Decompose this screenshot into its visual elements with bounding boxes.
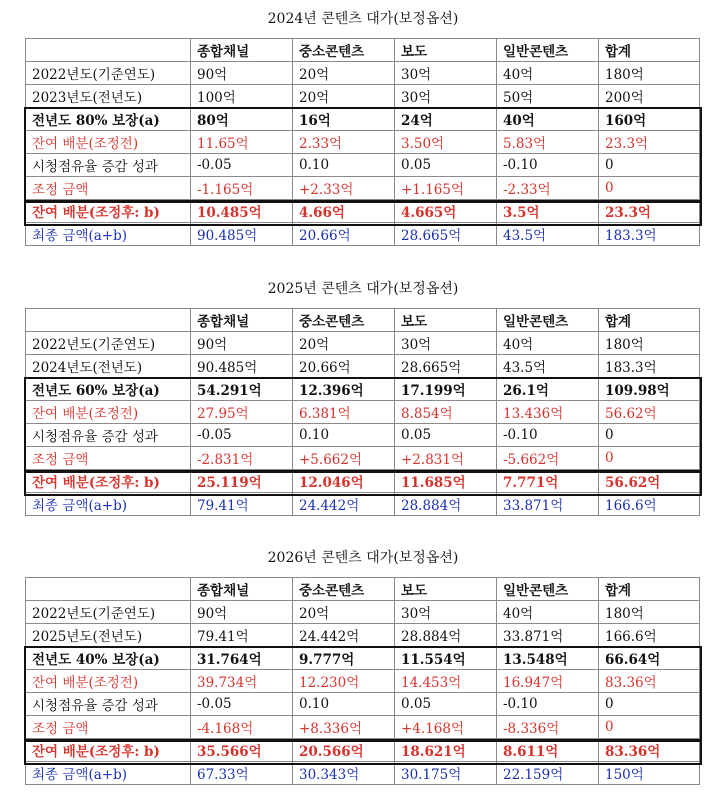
- cell: 12.230억: [293, 670, 395, 693]
- table-row: [26, 108, 700, 131]
- cell: 26.1억: [497, 378, 599, 401]
- cell: 180억: [599, 601, 700, 624]
- cell: 23.3억: [599, 131, 700, 154]
- cell: 0.05: [395, 424, 497, 447]
- table-row: [26, 332, 700, 355]
- cell: 183.3억: [599, 355, 700, 378]
- row-label: 최종 금액(a+b): [26, 223, 191, 246]
- cell: 12.396억: [293, 378, 395, 401]
- cell: 90.485억: [191, 355, 293, 378]
- table-row: [26, 762, 700, 785]
- cell: 23.3억: [599, 200, 700, 223]
- table-row: [26, 470, 700, 493]
- header-col: 중소콘텐츠: [293, 578, 395, 601]
- cell: 66.64억: [599, 647, 700, 670]
- cell: 30억: [395, 601, 497, 624]
- cell: 18.621억: [395, 739, 497, 762]
- cell: -0.10: [497, 154, 599, 177]
- table-row: [26, 131, 700, 154]
- table-row: [26, 85, 700, 108]
- cell: 20억: [293, 601, 395, 624]
- table-row: [26, 401, 700, 424]
- cell: 0.05: [395, 154, 497, 177]
- cell: 90억: [191, 332, 293, 355]
- fee-grid: [25, 577, 700, 785]
- cell: -8.336억: [497, 716, 599, 739]
- header-col: 보도: [395, 39, 497, 62]
- row-label: 전년도 60% 보장(a): [26, 378, 191, 401]
- cell: 16억: [293, 108, 395, 131]
- cell: 90억: [191, 62, 293, 85]
- header-col: 일반콘텐츠: [497, 309, 599, 332]
- cell: 79.41억: [191, 493, 293, 516]
- cell: 17.199억: [395, 378, 497, 401]
- cell: 0.10: [293, 154, 395, 177]
- header-col: 보도: [395, 578, 497, 601]
- row-label: 조정 금액: [26, 447, 191, 470]
- table-row: [26, 424, 700, 447]
- cell: 12.046억: [293, 470, 395, 493]
- row-label: 2022년도(기준연도): [26, 601, 191, 624]
- cell: 11.554억: [395, 647, 497, 670]
- row-label: 2022년도(기준연도): [26, 62, 191, 85]
- cell: 28.884억: [395, 493, 497, 516]
- table-title: 2024년 콘텐츠 대가(보정옵션): [267, 11, 459, 27]
- header-row: [26, 39, 700, 62]
- cell: 0: [599, 177, 700, 200]
- row-label: 잔여 배분(조정후: b): [26, 739, 191, 762]
- cell: 11.685억: [395, 470, 497, 493]
- cell: 13.548억: [497, 647, 599, 670]
- cell: +4.168억: [395, 716, 497, 739]
- header-row: [26, 309, 700, 332]
- contents-fee-table-2024: [25, 8, 701, 244]
- cell: 4.665억: [395, 200, 497, 223]
- cell: 90.485억: [191, 223, 293, 246]
- row-label: 2023년도(전년도): [26, 85, 191, 108]
- cell: 79.41억: [191, 624, 293, 647]
- cell: 20억: [293, 85, 395, 108]
- cell: 22.159억: [497, 762, 599, 785]
- cell: -2.33억: [497, 177, 599, 200]
- cell: 20억: [293, 332, 395, 355]
- cell: 25.119억: [191, 470, 293, 493]
- cell: 11.65억: [191, 131, 293, 154]
- row-label: 잔여 배분(조정전): [26, 670, 191, 693]
- row-label: 시청점유율 증감 성과: [26, 424, 191, 447]
- cell: 50억: [497, 85, 599, 108]
- cell: 2.33억: [293, 131, 395, 154]
- header-col: 중소콘텐츠: [293, 39, 395, 62]
- cell: 8.611억: [497, 739, 599, 762]
- cell: 30.343억: [293, 762, 395, 785]
- cell: +8.336억: [293, 716, 395, 739]
- header-col: 합계: [599, 578, 700, 601]
- table-row: [26, 154, 700, 177]
- cell: 20.66억: [293, 223, 395, 246]
- cell: -4.168억: [191, 716, 293, 739]
- header-corner: [26, 578, 191, 601]
- cell: 30억: [395, 85, 497, 108]
- cell: 13.436억: [497, 401, 599, 424]
- table-row: [26, 624, 700, 647]
- cell: 30억: [395, 62, 497, 85]
- cell: -0.05: [191, 693, 293, 716]
- cell: -0.10: [497, 693, 599, 716]
- cell: 33.871억: [497, 493, 599, 516]
- cell: 28.665억: [395, 223, 497, 246]
- table-row: [26, 378, 700, 401]
- cell: 39.734억: [191, 670, 293, 693]
- cell: 83.36억: [599, 670, 700, 693]
- row-label: 전년도 40% 보장(a): [26, 647, 191, 670]
- cell: 150억: [599, 762, 700, 785]
- fee-grid: [25, 308, 700, 516]
- cell: 40억: [497, 108, 599, 131]
- cell: 20.566억: [293, 739, 395, 762]
- row-label: 잔여 배분(조정후: b): [26, 200, 191, 223]
- cell: 43.5억: [497, 355, 599, 378]
- cell: 0.10: [293, 693, 395, 716]
- cell: 166.6억: [599, 493, 700, 516]
- cell: 56.62억: [599, 470, 700, 493]
- cell: -0.10: [497, 424, 599, 447]
- table-row: [26, 739, 700, 762]
- row-label: 최종 금액(a+b): [26, 762, 191, 785]
- header-col: 중소콘텐츠: [293, 309, 395, 332]
- cell: 35.566억: [191, 739, 293, 762]
- table-row: [26, 447, 700, 470]
- cell: 7.771억: [497, 470, 599, 493]
- cell: 20.66억: [293, 355, 395, 378]
- cell: 200억: [599, 85, 700, 108]
- cell: 24.442억: [293, 624, 395, 647]
- cell: -1.165억: [191, 177, 293, 200]
- table-title: 2026년 콘텐츠 대가(보정옵션): [267, 550, 459, 566]
- table-row: [26, 223, 700, 246]
- table-row: [26, 177, 700, 200]
- cell: 28.665억: [395, 355, 497, 378]
- cell: 3.50억: [395, 131, 497, 154]
- cell: 33.871억: [497, 624, 599, 647]
- cell: 14.453억: [395, 670, 497, 693]
- cell: 30.175억: [395, 762, 497, 785]
- cell: 0: [599, 424, 700, 447]
- table-row: [26, 670, 700, 693]
- cell: 80억: [191, 108, 293, 131]
- cell: -0.05: [191, 424, 293, 447]
- cell: +5.662억: [293, 447, 395, 470]
- cell: 4.66억: [293, 200, 395, 223]
- cell: 0: [599, 716, 700, 739]
- header-row: [26, 578, 700, 601]
- table-row: [26, 647, 700, 670]
- cell: 27.95억: [191, 401, 293, 424]
- cell: 180억: [599, 332, 700, 355]
- row-label: 조정 금액: [26, 716, 191, 739]
- cell: +1.165억: [395, 177, 497, 200]
- header-col: 일반콘텐츠: [497, 578, 599, 601]
- table-row: [26, 62, 700, 85]
- table-row: [26, 693, 700, 716]
- cell: 40억: [497, 601, 599, 624]
- cell: 28.884억: [395, 624, 497, 647]
- row-label: 2025년도(전년도): [26, 624, 191, 647]
- header-col: 합계: [599, 39, 700, 62]
- header-col: 보도: [395, 309, 497, 332]
- cell: 67.33억: [191, 762, 293, 785]
- cell: 6.381억: [293, 401, 395, 424]
- cell: 24억: [395, 108, 497, 131]
- cell: -0.05: [191, 154, 293, 177]
- cell: 16.947억: [497, 670, 599, 693]
- table-row: [26, 493, 700, 516]
- row-label: 시청점유율 증감 성과: [26, 154, 191, 177]
- cell: 183.3억: [599, 223, 700, 246]
- cell: 0: [599, 693, 700, 716]
- table-row: [26, 601, 700, 624]
- row-label: 잔여 배분(조정전): [26, 131, 191, 154]
- cell: 180억: [599, 62, 700, 85]
- cell: 3.5억: [497, 200, 599, 223]
- header-col: 종합채널: [191, 578, 293, 601]
- fee-grid: [25, 38, 700, 246]
- header-col: 일반콘텐츠: [497, 39, 599, 62]
- row-label: 조정 금액: [26, 177, 191, 200]
- cell: +2.831억: [395, 447, 497, 470]
- header-corner: [26, 309, 191, 332]
- row-label: 최종 금액(a+b): [26, 493, 191, 516]
- cell: 0.05: [395, 693, 497, 716]
- cell: 0: [599, 154, 700, 177]
- table-title: 2025년 콘텐츠 대가(보정옵션): [267, 281, 459, 297]
- header-corner: [26, 39, 191, 62]
- cell: 160억: [599, 108, 700, 131]
- cell: 100억: [191, 85, 293, 108]
- header-col: 종합채널: [191, 39, 293, 62]
- cell: 54.291억: [191, 378, 293, 401]
- cell: 20억: [293, 62, 395, 85]
- cell: 0: [599, 447, 700, 470]
- row-label: 시청점유율 증감 성과: [26, 693, 191, 716]
- row-label: 2024년도(전년도): [26, 355, 191, 378]
- header-col: 합계: [599, 309, 700, 332]
- cell: 8.854억: [395, 401, 497, 424]
- cell: -2.831억: [191, 447, 293, 470]
- row-label: 잔여 배분(조정전): [26, 401, 191, 424]
- cell: 43.5억: [497, 223, 599, 246]
- cell: 166.6억: [599, 624, 700, 647]
- cell: 109.98억: [599, 378, 700, 401]
- contents-fee-table-2025: [25, 278, 701, 514]
- cell: 90억: [191, 601, 293, 624]
- row-label: 전년도 80% 보장(a): [26, 108, 191, 131]
- cell: 0.10: [293, 424, 395, 447]
- cell: 83.36억: [599, 739, 700, 762]
- table-row: [26, 200, 700, 223]
- cell: 30억: [395, 332, 497, 355]
- cell: 56.62억: [599, 401, 700, 424]
- row-label: 잔여 배분(조정후: b): [26, 470, 191, 493]
- cell: 9.777억: [293, 647, 395, 670]
- cell: 5.83억: [497, 131, 599, 154]
- cell: 40억: [497, 62, 599, 85]
- row-label: 2022년도(기준연도): [26, 332, 191, 355]
- contents-fee-table-2026: [25, 547, 701, 783]
- cell: +2.33억: [293, 177, 395, 200]
- cell: 31.764억: [191, 647, 293, 670]
- cell: 10.485억: [191, 200, 293, 223]
- cell: 24.442억: [293, 493, 395, 516]
- cell: -5.662억: [497, 447, 599, 470]
- header-col: 종합채널: [191, 309, 293, 332]
- table-row: [26, 355, 700, 378]
- cell: 40억: [497, 332, 599, 355]
- table-row: [26, 716, 700, 739]
